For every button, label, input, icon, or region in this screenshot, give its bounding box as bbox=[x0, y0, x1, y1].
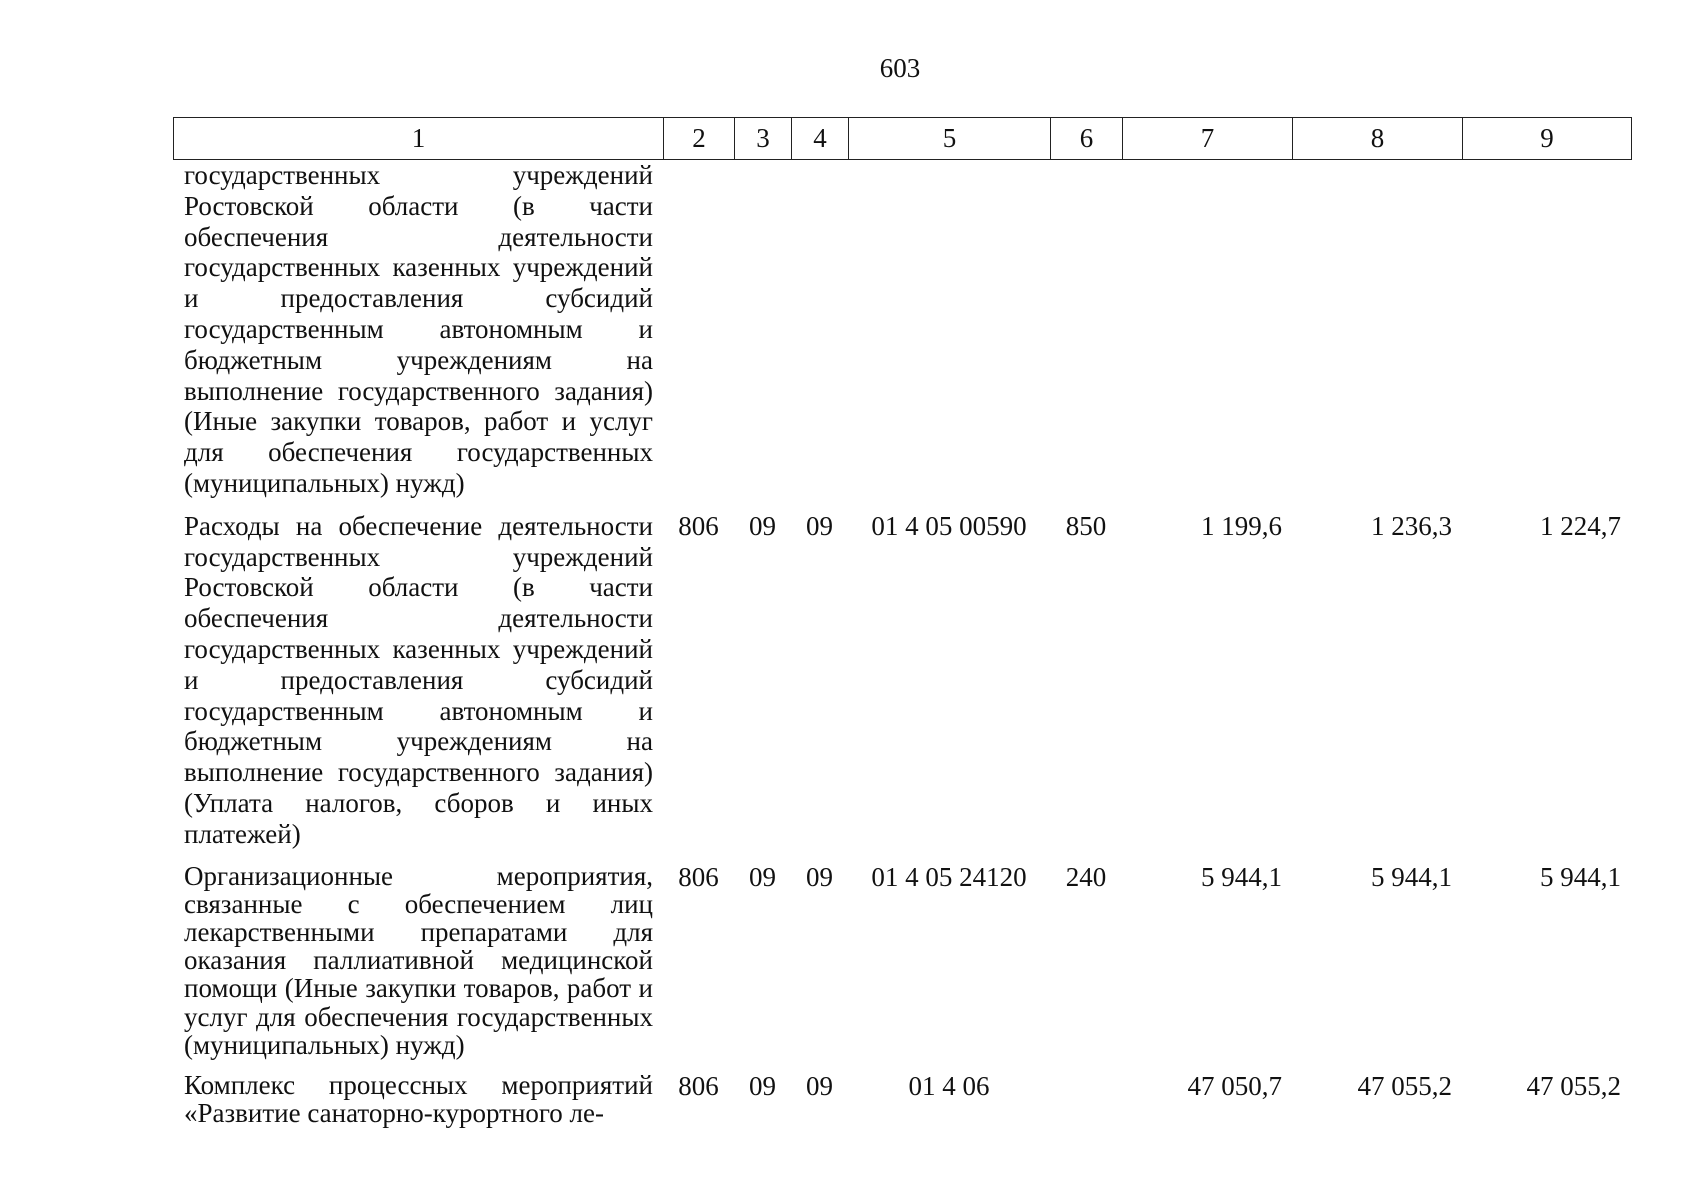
expense-name: Организационные мероприятия, связанные с обеспечением лиц лекарственными препаратами для оказания паллиативной медицинской помощи (Иные закупки товаров, работ и услуг для обеспечения государственных (муниципальных) нужд) bbox=[184, 860, 653, 1060]
ministry-code bbox=[663, 160, 734, 499]
ministry-code: 806 bbox=[678, 1070, 719, 1101]
subsection-code: 09 bbox=[806, 861, 833, 892]
amount-col7: 47 050,7 bbox=[1187, 1070, 1282, 1101]
amount-col9: 1 224,7 bbox=[1540, 510, 1621, 541]
page-number: 603 bbox=[879, 53, 921, 83]
amount-col8: 5 944,1 bbox=[1371, 861, 1452, 892]
amount-col7: 1 199,6 bbox=[1201, 510, 1282, 541]
column-header-7: 7 bbox=[1123, 118, 1293, 160]
subsection-code: 09 bbox=[806, 1070, 833, 1101]
table-row bbox=[173, 499, 1631, 850]
target-article-code: 01 4 05 24120 bbox=[871, 861, 1027, 892]
target-article-code bbox=[848, 160, 1050, 499]
column-header-4: 4 bbox=[792, 118, 849, 160]
table-row bbox=[173, 1059, 1631, 1127]
column-header-6: 6 bbox=[1051, 118, 1123, 160]
column-header-5: 5 bbox=[849, 118, 1051, 160]
amount-col8 bbox=[1292, 160, 1462, 499]
amount-col9 bbox=[1462, 160, 1631, 499]
column-header-1: 1 bbox=[174, 118, 664, 160]
amount-col8: 1 236,3 bbox=[1371, 510, 1452, 541]
table-row bbox=[173, 160, 1631, 499]
section-code: 09 bbox=[749, 861, 776, 892]
expense-name: Расходы на обеспечение деятельности государственных учреждений Ростовской области (в части обеспечения деятельности государственных казенных учреждений и предоставления субсидий государственным автономным и бюджетным учреждениям на выполнение государственного задания) (Уплата налогов, сборов и иных платежей) bbox=[184, 510, 653, 849]
amount-col9: 47 055,2 bbox=[1526, 1070, 1621, 1101]
amount-col7: 5 944,1 bbox=[1201, 861, 1282, 892]
section-code: 09 bbox=[749, 510, 776, 541]
budget-table-body bbox=[173, 160, 1631, 1127]
amount-col7 bbox=[1122, 160, 1292, 499]
ministry-code: 806 bbox=[678, 510, 719, 541]
table-row bbox=[173, 850, 1631, 1059]
target-article-code: 01 4 05 00590 bbox=[871, 510, 1027, 541]
expense-name: государственных учреждений Ростовской области (в части обеспечения деятельности государственных казенных учреждений и предоставления субсидий государственным автономным и бюджетным учреждениям на выполнение государственного задания) (Иные закупки товаров, работ и услуг для обеспечения государственных (муниципальных) нужд) bbox=[184, 160, 653, 498]
expense-type-code: 240 bbox=[1065, 861, 1107, 892]
amount-col9: 5 944,1 bbox=[1540, 861, 1621, 892]
column-header-2: 2 bbox=[664, 118, 735, 160]
amount-col8: 47 055,2 bbox=[1357, 1070, 1452, 1101]
section-code bbox=[734, 160, 791, 499]
ministry-code: 806 bbox=[678, 861, 719, 892]
column-header-9: 9 bbox=[1463, 118, 1632, 160]
column-header-8: 8 bbox=[1293, 118, 1463, 160]
column-header-3: 3 bbox=[735, 118, 792, 160]
expense-type-code bbox=[1050, 160, 1122, 499]
expense-name: Комплекс процессных мероприятий «Развитие санаторно-курортного ле- bbox=[184, 1069, 653, 1129]
subsection-code: 09 bbox=[806, 510, 833, 541]
target-article-code: 01 4 06 bbox=[908, 1070, 990, 1101]
column-header-row bbox=[173, 117, 1632, 160]
expense-type-code bbox=[1050, 1059, 1122, 1127]
expense-type-code: 850 bbox=[1065, 510, 1107, 541]
section-code: 09 bbox=[749, 1070, 776, 1101]
subsection-code bbox=[791, 160, 848, 499]
